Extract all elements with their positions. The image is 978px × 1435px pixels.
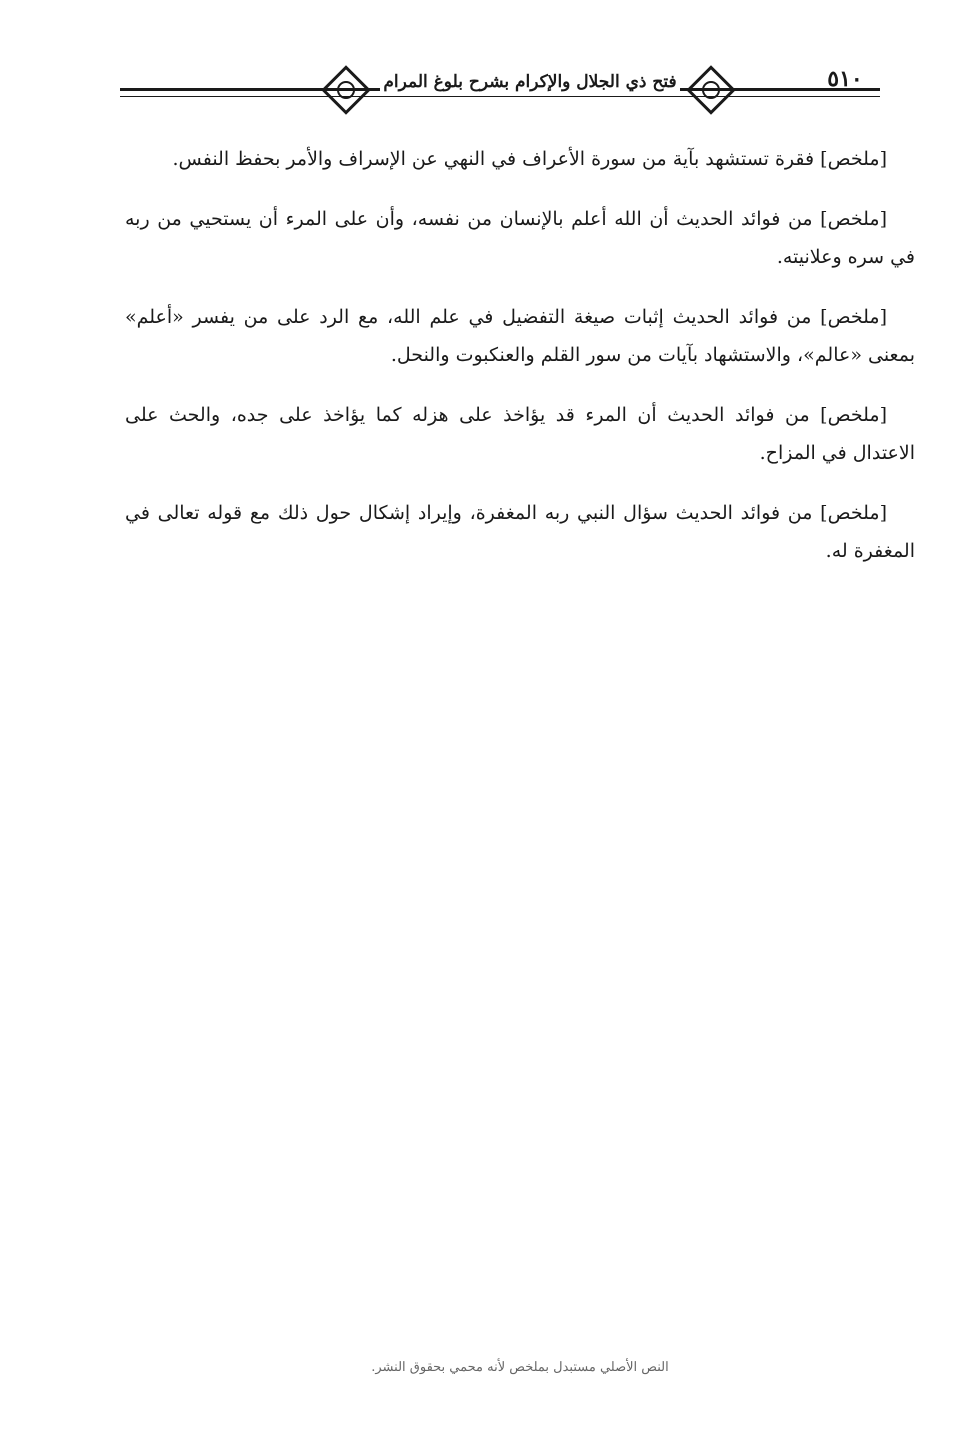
paragraph: [ملخص] فقرة تستشهد بآية من سورة الأعراف في النهي عن الإسراف والأمر بحفظ النفس. — [172, 148, 887, 170]
paragraph: [ملخص] من فوائد الحديث أن المرء قد يؤاخذ على هزله كما يؤاخذ على جده، والحث على الاعتدال في المزاح. — [125, 404, 915, 464]
paragraph: [ملخص] من فوائد الحديث إثبات صيغة التفضيل في علم الله، مع الرد على من يفسر «أعلم» بمعنى «عالم»، والاستشهاد بآيات من سور القلم والعنكبوت والنحل. — [125, 306, 915, 366]
ornament-icon — [685, 64, 737, 116]
book-title: فتح ذي الجلال والإكرام بشرح بلوغ المرام — [380, 72, 680, 92]
paragraph: [ملخص] من فوائد الحديث أن الله أعلم بالإنسان من نفسه، وأن على المرء أن يستحيي من ربه في سره وعلانيته. — [125, 208, 915, 268]
ornament-icon — [320, 64, 372, 116]
page-number: ٥١٠ — [827, 66, 863, 92]
page-body — [125, 140, 915, 592]
page-header — [120, 60, 880, 120]
copyright-notice: النص الأصلي مستبدل بملخص لأنه محمي بحقوق النشر. — [371, 1360, 669, 1375]
paragraph: [ملخص] من فوائد الحديث سؤال النبي ربه المغفرة، وإيراد إشكال حول ذلك مع قوله تعالى في المغفرة له. — [125, 502, 915, 562]
header-rule-thin — [120, 96, 880, 97]
